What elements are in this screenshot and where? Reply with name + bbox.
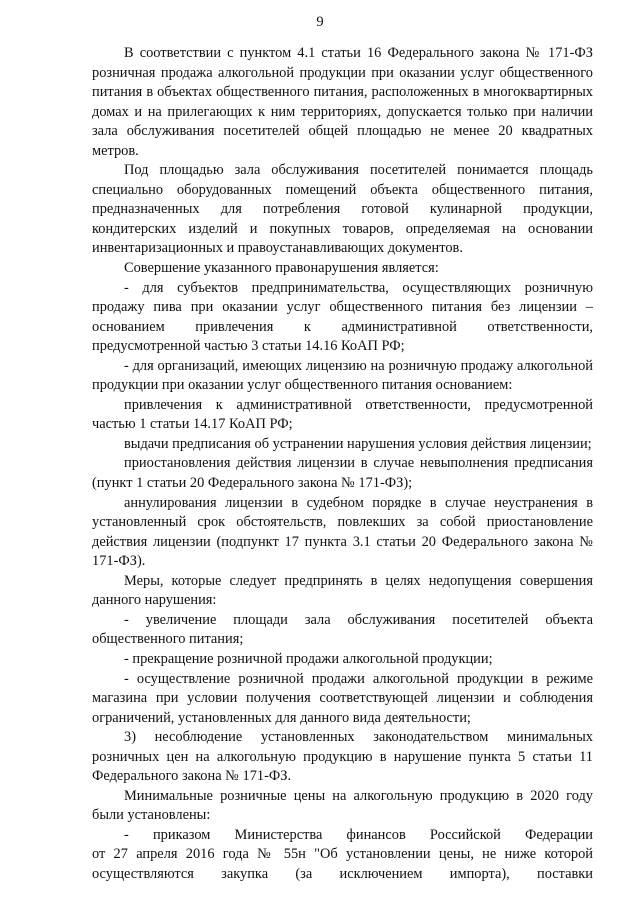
paragraph: Меры, которые следует предпринять в целях недопущения совершения данного нарушения: — [92, 572, 593, 609]
paragraph: привлечения к административной ответственности, предусмотренной частью 1 статьи 14.17 КоАП РФ; — [92, 396, 593, 433]
paragraph: 3) несоблюдение установленных законодательством минимальных розничных цен на алкогольную продукцию в нарушение пункта 5 статьи 11 Федерального закона № 171-ФЗ. — [92, 729, 593, 785]
document-body — [92, 44, 593, 885]
paragraph: аннулирования лицензии в судебном порядке в случае неустранения в установленный срок обстоятельств, повлекших за собой приостановление действия лицензии (подпункт 17 пункта 3.1 статьи 20 Федерального закона № 171-ФЗ). — [92, 494, 593, 570]
paragraph-line: от 27 апреля 2016 года № 55н "Об установлении цены, не ниже которой — [92, 846, 593, 863]
page-number: 9 — [316, 14, 324, 30]
paragraph: выдачи предписания об устранении нарушения условия действия лицензии; — [124, 435, 592, 452]
paragraph: - осуществление розничной продажи алкогольной продукции в режиме магазина при условии получения соответствующей лицензии и соблюдения ограничений, установленных для данного вида деятельности; — [92, 670, 593, 726]
paragraph: - прекращение розничной продажи алкогольной продукции; — [124, 650, 493, 667]
paragraph: - для субъектов предпринимательства, осуществляющих розничную продажу пива при оказании услуг общественного питания без лицензии – основанием привлечения к административной ответственности, предусмотренной частью 3 статьи 14.16 КоАП РФ; — [92, 279, 593, 355]
paragraph: приостановления действия лицензии в случае невыполнения предписания (пункт 1 статьи 20 Федерального закона № 171-ФЗ); — [92, 455, 593, 492]
paragraph: Совершение указанного правонарушения является: — [124, 260, 439, 277]
paragraph: - для организаций, имеющих лицензию на розничную продажу алкогольной продукции при оказании услуг общественного питания основанием: — [92, 357, 593, 394]
paragraph-line: - приказом Министерства финансов Российской Федерации — [124, 826, 593, 843]
paragraph: В соответствии с пунктом 4.1 статьи 16 Федерального закона № 171-ФЗ розничная продажа алкогольной продукции при оказании услуг общественного питания в объектах общественного питания, расположенных в многоквартирных домах и на прилегающих к ним территориях, допускается только при наличии зала обслуживания посетителей общей площадью не менее 20 квадратных метров. — [92, 45, 593, 159]
paragraph: Минимальные розничные цены на алкогольную продукцию в 2020 году были установлены: — [92, 787, 593, 824]
paragraph: - увеличение площади зала обслуживания посетителей объекта общественного питания; — [92, 611, 593, 648]
paragraph-line: осуществляются закупка (за исключением импорта), поставки — [92, 865, 593, 882]
paragraph: Под площадью зала обслуживания посетителей понимается площадь специально оборудованных помещений объекта общественного питания, предназначенных для потребления готовой кулинарной продукции, кондитерских изделий и покупных товаров, определяемая на основании инвентаризационных и правоустанавливающих документов. — [92, 162, 593, 257]
